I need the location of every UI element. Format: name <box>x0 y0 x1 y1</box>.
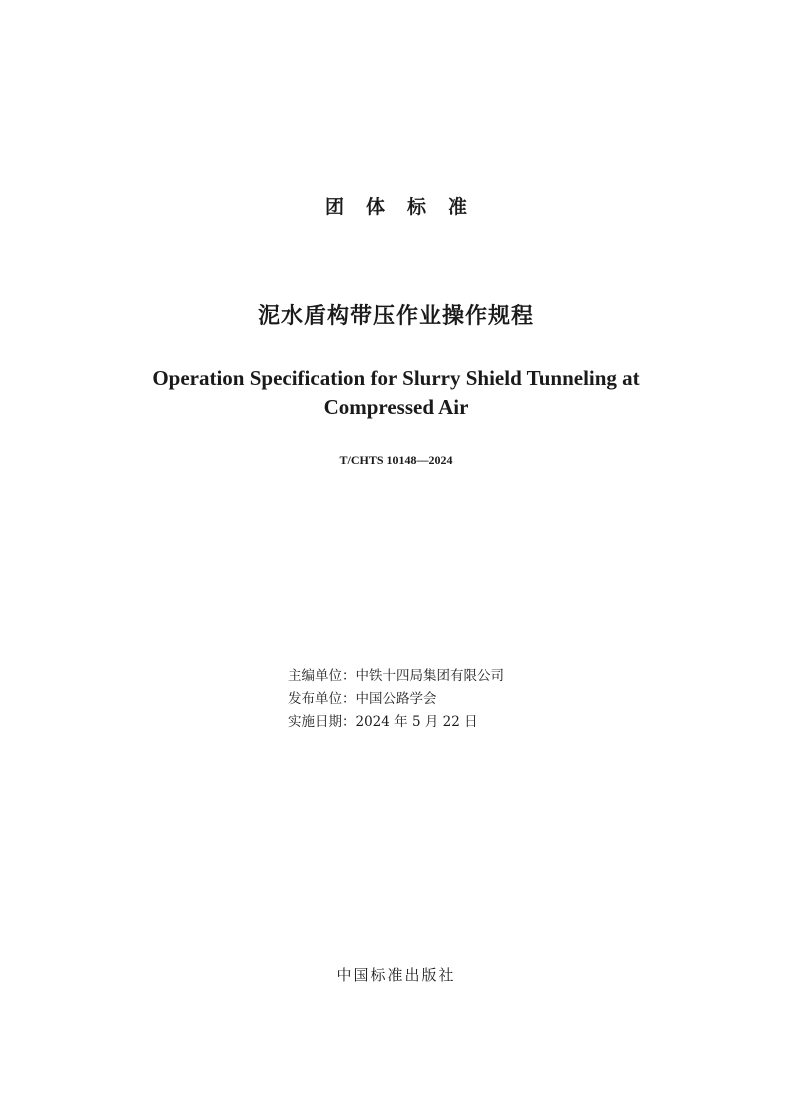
issuer-value: 中国公路学会 <box>355 691 437 707</box>
document-info-block <box>288 665 504 734</box>
date-line <box>288 711 504 734</box>
editor-label: 主编单位： <box>288 668 356 684</box>
title-en-line-2: Compressed Air <box>323 395 469 419</box>
date-label: 实施日期： <box>288 714 356 730</box>
editor-line <box>288 665 504 688</box>
standard-category: 团体标准 <box>324 196 489 218</box>
editor-value: 中铁十四局集团有限公司 <box>355 668 504 684</box>
issuer-line <box>288 688 504 711</box>
issuer-label: 发布单位： <box>288 691 356 707</box>
document-title-chinese: 泥水盾构带压作业操作规程 <box>257 304 534 329</box>
publisher-name: 中国标准出版社 <box>336 966 456 984</box>
document-title-english <box>0 364 792 422</box>
date-value: 2024 年 5 月 22 日 <box>355 714 478 730</box>
standard-number: T/CHTS 10148—2024 <box>339 453 453 467</box>
title-en-line-1: Operation Specification for Slurry Shield Tunneling at <box>152 366 640 390</box>
